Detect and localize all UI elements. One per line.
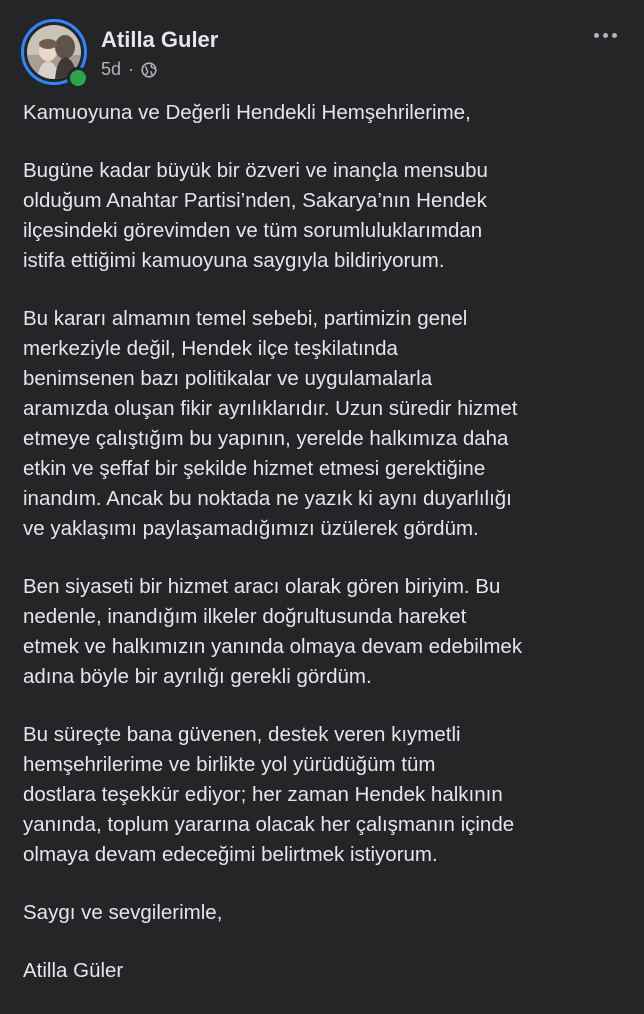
post-text-line: yanında, toplum yararına olacak her çalışmanın içinde xyxy=(23,813,515,836)
post-text-line: olduğum Anahtar Partisi’nden, Sakarya’nın Hendek xyxy=(23,189,487,212)
online-status-indicator xyxy=(67,67,89,89)
post-text-line: olmaya devam edeceğimi belirtmek istiyorum. xyxy=(23,843,438,866)
post-text-line: Bu süreçte bana güvenen, destek veren kıymetli xyxy=(23,723,461,746)
post-text-line: Kamuoyuna ve Değerli Hendekli Hemşehrilerime, xyxy=(23,101,471,124)
post-paragraph xyxy=(23,720,623,870)
post-text-line: istifa ettiğimi kamuoyuna saygıyla bildiriyorum. xyxy=(23,249,445,272)
post-header xyxy=(21,17,623,87)
post-body xyxy=(23,98,623,1014)
more-options-icon xyxy=(612,33,617,38)
post-text-line: Bugüne kadar büyük bir özveri ve inançla mensubu xyxy=(23,159,488,182)
post-text-line: adına böyle bir ayrılığı gerekli gördüm. xyxy=(23,665,372,688)
avatar[interactable] xyxy=(21,19,87,85)
post-paragraph xyxy=(23,156,623,276)
post-paragraph xyxy=(23,898,623,928)
post-text-line: Saygı ve sevgilerimle, xyxy=(23,901,223,924)
post-text-line: etmek ve halkımızın yanında olmaya devam edebilmek xyxy=(23,635,523,658)
more-options-button[interactable] xyxy=(587,23,623,47)
post-paragraph xyxy=(23,572,623,692)
post-text-line: benimsenen bazı politikalar ve uygulamalarla xyxy=(23,367,433,390)
post-text-line: Atilla Güler xyxy=(23,959,124,982)
post-timestamp[interactable]: 5d xyxy=(101,59,122,79)
more-options-icon xyxy=(594,33,599,38)
post-text-line: merkeziyle değil, Hendek ilçe teşkilatında xyxy=(23,337,398,360)
post-text-line: Bu kararı almamın temel sebebi, partimizin genel xyxy=(23,307,468,330)
meta-separator: · xyxy=(128,59,135,79)
post-meta xyxy=(101,59,157,80)
post-text-line: dostlara teşekkür ediyor; her zaman Hendek halkının xyxy=(23,783,503,806)
post-paragraph xyxy=(23,304,623,544)
author-name[interactable]: Atilla Guler xyxy=(101,27,219,52)
post-text-line: etmeye çalıştığım bu yapının, yerelde halkımıza daha xyxy=(23,427,509,450)
post-text-line: inandım. Ancak bu noktada ne yazık ki aynı duyarlılığı xyxy=(23,487,512,510)
globe-icon[interactable] xyxy=(141,62,157,78)
post-text-line: nedenle, inandığım ilkeler doğrultusunda hareket xyxy=(23,605,467,628)
post-text-line: ilçesindeki görevimden ve tüm sorumluluklarımdan xyxy=(23,219,483,242)
post-text-line: Ben siyaseti bir hizmet aracı olarak gören biriyim. Bu xyxy=(23,575,501,598)
more-options-icon xyxy=(603,33,608,38)
post-text-line: etkin ve şeffaf bir şekilde hizmet etmesi gerektiğine xyxy=(23,457,486,480)
post-paragraph xyxy=(23,956,623,986)
post-text-line: hemşehrilerime ve birlikte yol yürüdüğüm tüm xyxy=(23,753,436,776)
post-text-line: aramızda oluşan fikir ayrılıklarıdır. Uzun süredir hizmet xyxy=(23,397,518,420)
post-paragraph xyxy=(23,98,623,128)
post-text-line: ve yaklaşımı paylaşamadığımızı üzülerek gördüm. xyxy=(23,517,479,540)
